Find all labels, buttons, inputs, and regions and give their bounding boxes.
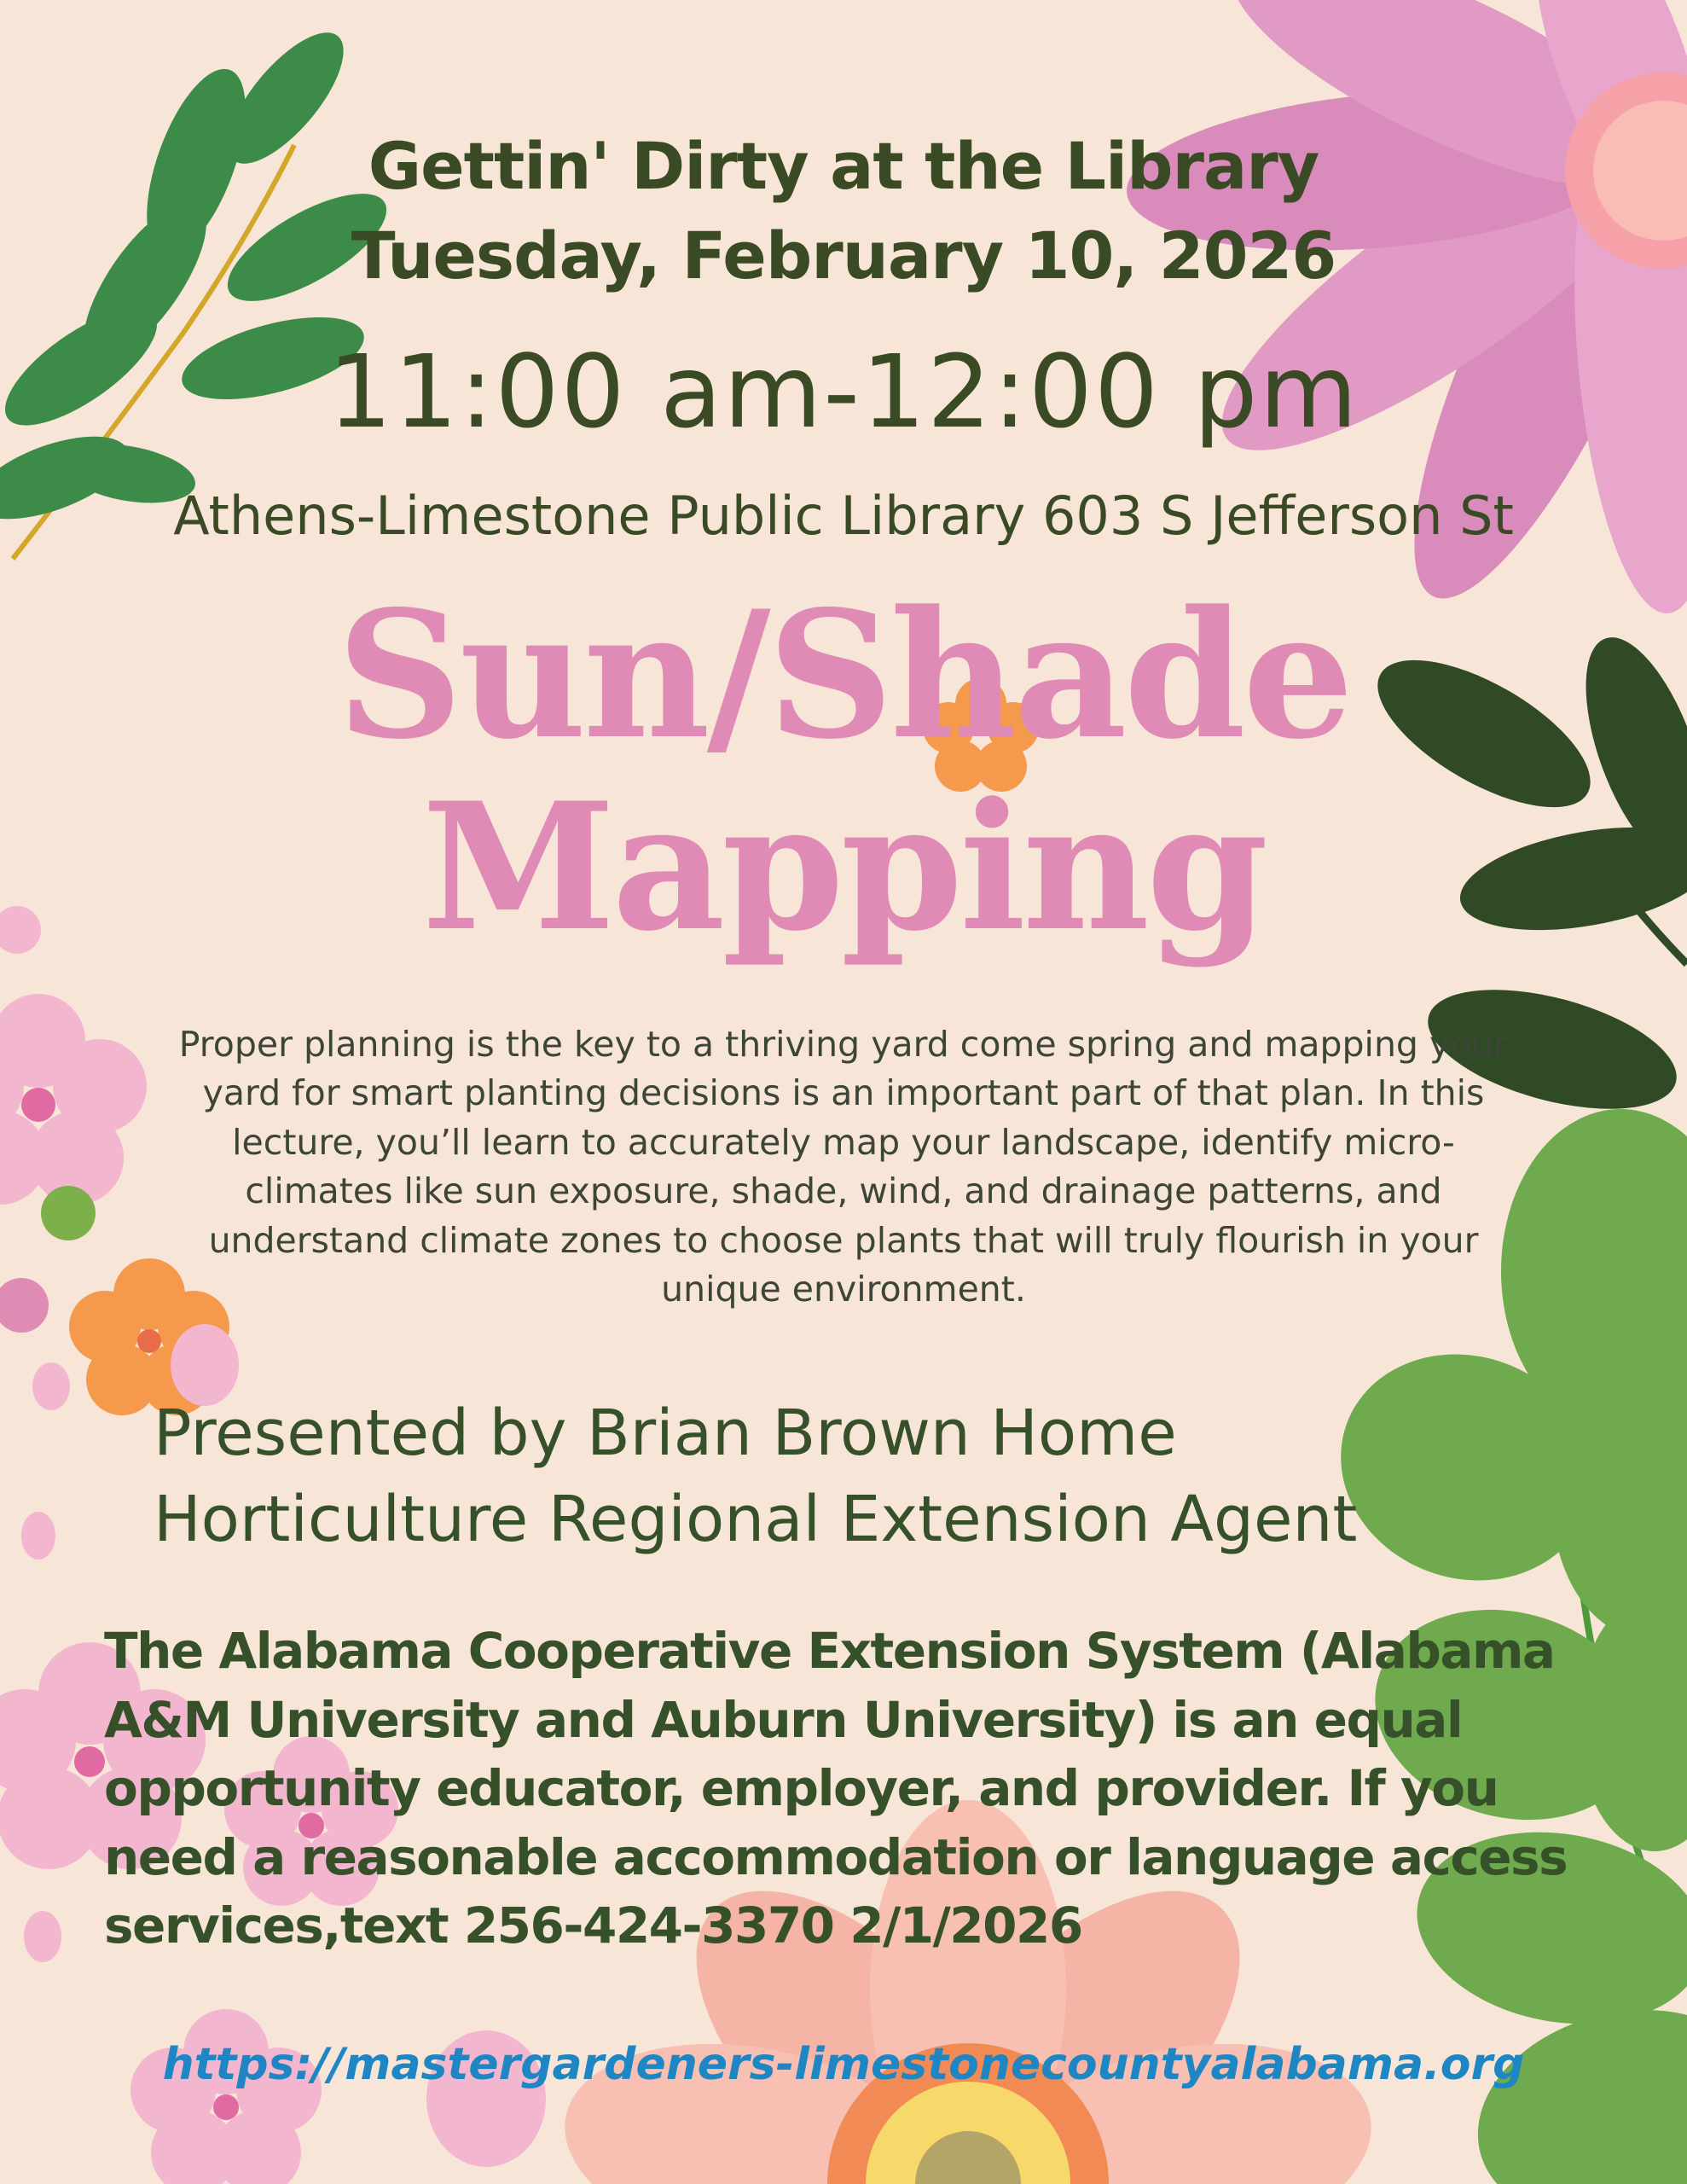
description [0, 1020, 1687, 1314]
event-venue: Athens-Limestone Public Library 603 S Jefferson St [173, 485, 1514, 547]
headline-line-1: Sun/Shade [336, 573, 1351, 778]
headline-line-2: Mapping [421, 765, 1266, 970]
equal-opportunity-notice: The Alabama Cooperative Extension System (Alabama A&M University and Auburn University) is an equal opportunity educator, employer, and provider. If you need a reasonable accommodation or language access services,text 256-424-3370 2/1/2026 [104, 1622, 1568, 1955]
presenter-line-2: Horticulture Regional Extension Agent [154, 1483, 1358, 1557]
event-title: Gettin' Dirty at the Library [368, 128, 1319, 204]
website-link[interactable]: https://mastergardeners-limestonecountyalabama.org [162, 2039, 1525, 2090]
presenter [154, 1391, 1561, 1564]
description-text: Proper planning is the key to a thriving yard come spring and mapping your yard for smart planting decisions is an important part of that plan. In this lecture, you’ll learn to accurately map your landscape, identify micro-climates like sun exposure, shade, wind, and drainage patterns, and understand climate zones to choose plants that will truly flourish in your unique environment. [178, 1024, 1509, 1310]
headline [0, 573, 1687, 973]
event-time: 11:00 am-12:00 pm [328, 333, 1359, 450]
presenter-line-1: Presented by Brian Brown Home [154, 1397, 1177, 1470]
event-date: Tuesday, February 10, 2026 [351, 218, 1336, 293]
